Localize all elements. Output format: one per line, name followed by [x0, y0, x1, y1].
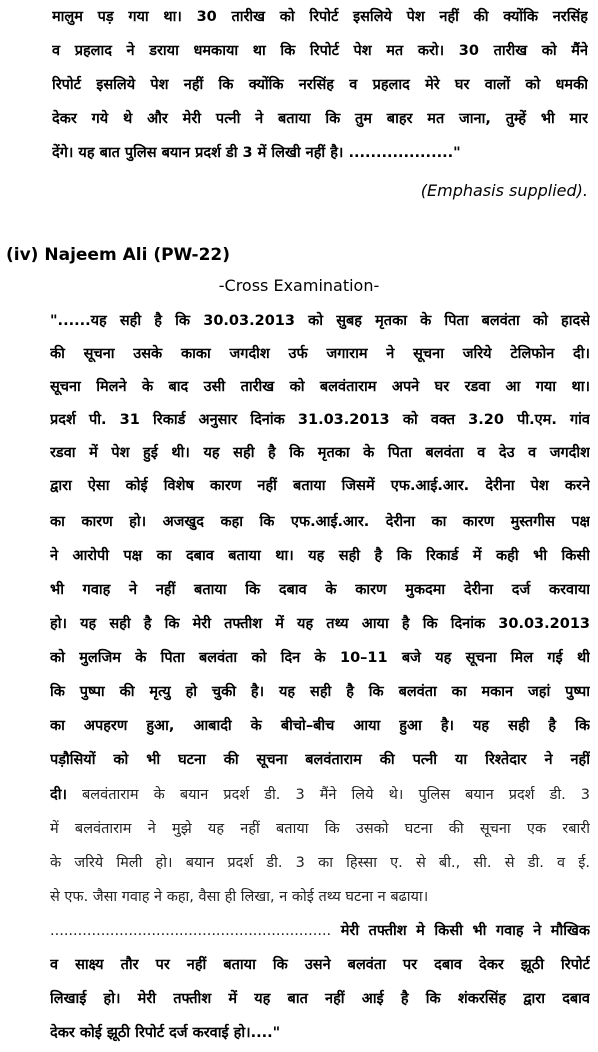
quote2-line-15-light: बलवंताराम के बयान प्रदर्श डी. 3 मैंने लिये थे। पुलिस बयान प्रदर्श डी. 3	[66, 787, 590, 803]
quote2-line-2: की सूचना उसके काका जगदीश उर्फ जगाराम ने सूचना जरिये टेलिफोन दी।	[50, 346, 590, 362]
subheading: -Cross Examination-	[218, 276, 380, 295]
quote2-line-7: का कारण हो। अजखुद कहा कि एफ.आई.आर. देरीना का कारण मुस्तगीस पक्ष	[50, 514, 590, 530]
quote1-line-4: देकर गये थे और मेरी पत्नी ने बताया कि तुम बाहर मत जाना, तुम्हें भी मार	[52, 111, 588, 127]
quote2-line-13: का अपहरण हुआ, आबादी के बीचो–बीच आया हुआ है। यह सही है कि	[50, 718, 590, 734]
quote2-end-line-1: व साक्ष्य तौर पर नहीं बताया कि उसने बलवंता पर दबाव देकर झूठी रिपोर्ट	[50, 957, 590, 973]
quote2-light-line-1: में बलवंताराम ने मुझे यह नहीं बताया कि उसको घटना की सूचना एक रबारी	[50, 821, 590, 837]
quote2-line-1: "......यह सही है कि 30.03.2013 को सुबह मृतका के पिता बलवंता को हादसे	[50, 313, 590, 329]
section-heading: (iv) Najeem Ali (PW-22)	[6, 245, 231, 265]
quote2-line-10: हो। यह सही है कि मेरी तफ्तीश में यह तथ्य आया है कि दिनांक 30.03.2013	[50, 616, 590, 632]
quote2-line-14: पड़ौसियों को भी घटना की सूचना बलवंताराम की पत्नी या रिश्तेदार ने नहीं	[50, 752, 590, 768]
quote2-line-19	[50, 920, 590, 942]
quote2-line-12: कि पुष्पा की मृत्यु हो चुकी है। यह सही है कि बलवंता का मकान जहां पुष्पा	[50, 684, 590, 700]
quote2-line-15	[50, 784, 590, 806]
quote2-line-3: सूचना मिलने के बाद उसी तारीख को बलवंताराम अपने घर रडवा आ गया था।	[50, 379, 590, 395]
quote2-light-line-2: के जरिये मिली हो। बयान प्रदर्श डी. 3 का हिस्सा ए. से बी., सी. से डी. व ई.	[50, 855, 590, 871]
quote2-light-line-3: से एफ. जैसा गवाह ने कहा, वैसा ही लिखा, न कोई तथ्य घटना न बढाया।	[50, 889, 429, 905]
quote2-line-6: द्वारा ऐसा कोई विशेष कारण नहीं बताया जिसमें एफ.आई.आर. देरीना पेश करने	[50, 478, 590, 494]
quote2-line-5: रडवा में पेश हुई थी। यह सही है कि मृतका के पिता बलवंता व देउ व जगदीश	[50, 445, 590, 461]
quote2-end-line-3: देकर कोई झूठी रिपोर्ट दर्ज करवाई हो।...."	[50, 1025, 281, 1041]
quote2-line-15-bold: दी।	[50, 787, 67, 803]
quote1-line-1: मालुम पड़ गया था। 30 तारीख को रिपोर्ट इसलिये पेश नहीं की क्योंकि नरसिंह	[52, 9, 588, 25]
quote1-line-5: देंगे। यह बात पुलिस बयान प्रदर्श डी 3 में लिखी नहीं है। ..................."	[52, 145, 461, 161]
quote2-end-line-2: लिखाई हो। मेरी तफ्तीश में यह बात नहीं आई है कि शंकरसिंह द्वारा दबाव	[50, 991, 590, 1007]
emphasis-note: (Emphasis supplied).	[420, 181, 588, 200]
quote1-line-3: रिपोर्ट इसलिये पेश नहीं कि क्योंकि नरसिंह व प्रहलाद मेरे घर वालों को धमकी	[52, 77, 588, 93]
quote2-line-11: को मुलजिम के पिता बलवंता को दिन के 10–11 बजे यह सूचना मिल गई थी	[50, 650, 590, 666]
ellipsis-dots: .............................................................	[50, 923, 332, 939]
quote2-line-9: भी गवाह ने नहीं बताया कि दबाव के कारण मुकदमा देरीना दर्ज करवाया	[50, 582, 590, 598]
quote2-line-4: प्रदर्श पी. 31 रिकार्ड अनुसार दिनांक 31.03.2013 को वक्त 3.20 पी.एम. गांव	[50, 412, 590, 428]
quote2-line-19-bold: मेरी तफ्तीश मे किसी भी गवाह ने मौखिक	[331, 923, 590, 939]
quote2-line-8: ने आरोपी पक्ष का दबाव बताया था। यह सही है कि रिकार्ड में कही भी किसी	[50, 548, 590, 564]
quote1-line-2: व प्रहलाद ने डराया धमकाया था कि रिपोर्ट पेश मत करो। 30 तारीख को मैंने	[52, 43, 588, 59]
